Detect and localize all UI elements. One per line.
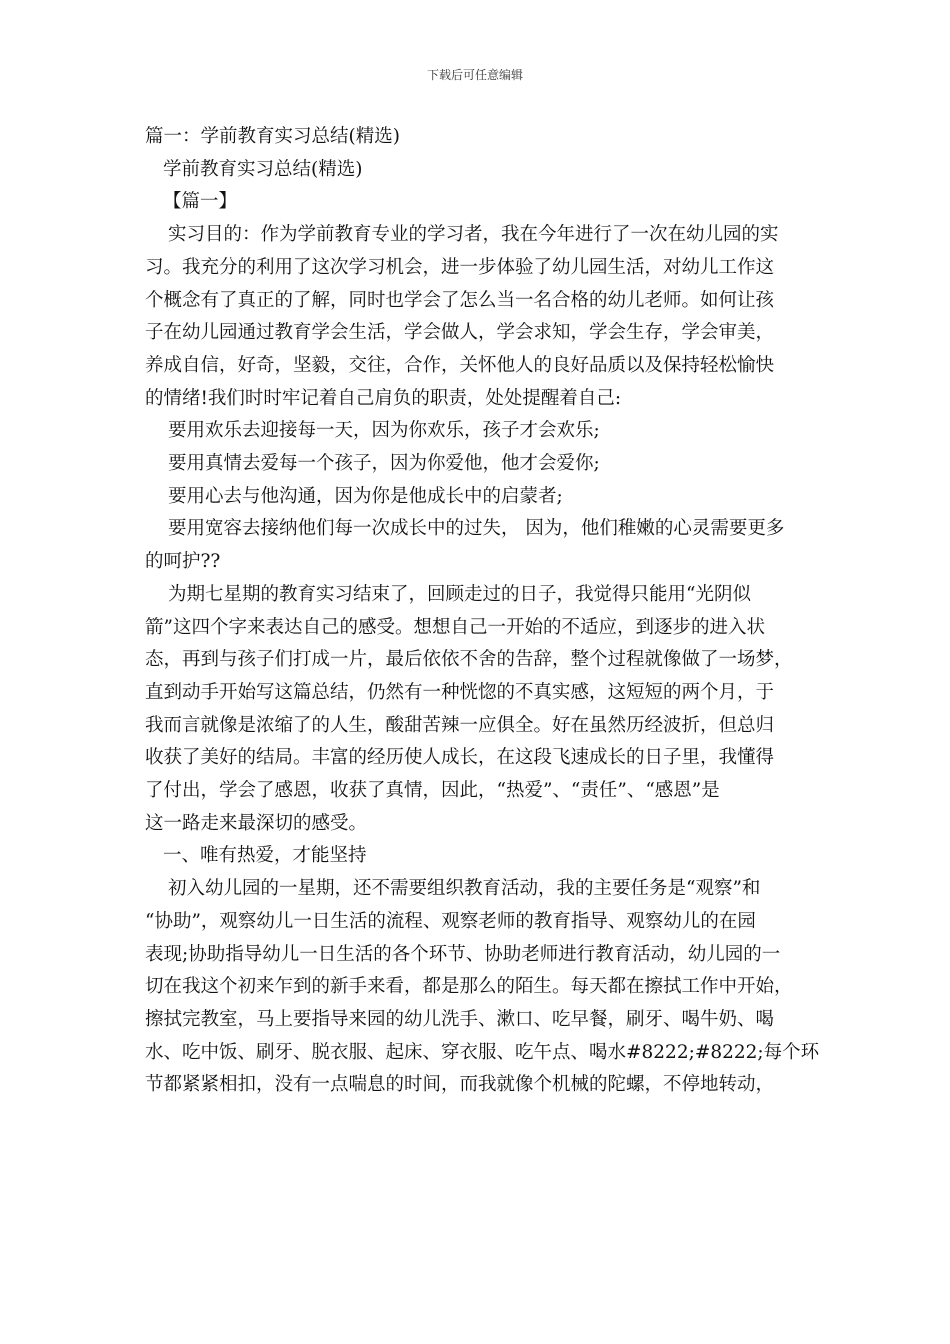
- paragraph-line: 节都紧紧相扣，没有一点喘息的时间，而我就像个机械的陀螺，不停地转动，: [145, 1074, 775, 1096]
- paragraph-line: 要用欢乐去迎接每一天，因为你欢乐，孩子才会欢乐;: [168, 420, 600, 442]
- paragraph-line: 养成自信，好奇，坚毅，交往，合作，关怀他人的良好品质以及保持轻松愉快: [145, 354, 775, 376]
- paragraph-line: 习。我充分的利用了这次学习机会，进一步体验了幼儿园生活，对幼儿工作这: [145, 256, 775, 278]
- paragraph-line: 水、吃中饭、刷牙、脱衣服、起床、穿衣服、吃午点、喝水#8222;#8222;每个环: [145, 1041, 820, 1063]
- paragraph-line: 表现;协助指导幼儿一日生活的各个环节、协助老师进行教育活动，幼儿园的一: [145, 943, 781, 965]
- paragraph-line: 的呵护??: [145, 551, 221, 573]
- paragraph-line: 实习目的：作为学前教育专业的学习者，我在今年进行了一次在幼儿园的实: [168, 224, 779, 246]
- paragraph-line: 的情绪!我们时时牢记着自己肩负的职责，处处提醒着自己:: [145, 387, 622, 409]
- document-body: [145, 121, 820, 1102]
- paragraph-line: 我而言就像是浓缩了的人生，酸甜苦辣一应俱全。好在虽然历经波折，但总归: [145, 714, 775, 736]
- paragraph-line: 擦拭完教室，马上要指导来园的幼儿洗手、漱口、吃早餐，刷牙、喝牛奶、喝: [145, 1008, 775, 1030]
- page-header: 下载后可任意编辑: [426, 68, 523, 82]
- paragraph-line: 了付出，学会了感恩，收获了真情，因此，“热爱”、“责任”、“感恩”是: [145, 780, 720, 802]
- paragraph-line: 箭”这四个字来表达自己的感受。想想自己一开始的不适应，到逐步的进入状: [145, 616, 765, 638]
- paragraph-line: 要用真情去爱每一个孩子，因为你爱他，他才会爱你;: [168, 453, 600, 475]
- paragraph-line: 收获了美好的结局。丰富的经历使人成长，在这段飞速成长的日子里，我懂得: [145, 747, 775, 769]
- paragraph-line: 要用宽容去接纳他们每一次成长中的过失， 因为，他们稚嫩的心灵需要更多: [168, 518, 785, 540]
- paragraph-line: 直到动手开始写这篇总结，仍然有一种恍惚的不真实感，这短短的两个月，于: [145, 681, 775, 703]
- paragraph-line: 子在幼儿园通过教育学会生活，学会做人，学会求知，学会生存，学会审美，: [145, 322, 775, 344]
- paragraph-line: 切在我这个初来乍到的新手来看，都是那么的陌生。每天都在擦拭工作中开始，: [145, 976, 793, 998]
- paragraph-line: 为期七星期的教育实习结束了，回顾走过的日子，我觉得只能用“光阴似: [168, 583, 751, 605]
- paragraph-line: 初入幼儿园的一星期，还不需要组织教育活动，我的主要任务是“观察”和: [168, 878, 761, 900]
- paragraph-line: 这一路走来最深切的感受。: [145, 812, 368, 834]
- section-heading: 【篇一】: [163, 191, 238, 213]
- section-heading: 一、唯有热爱，才能坚持: [163, 845, 367, 867]
- paragraph-line: 个概念有了真正的了解，同时也学会了怎么当一名合格的幼儿老师。如何让孩: [145, 289, 775, 311]
- paragraph-line: “协助”，观察幼儿一日生活的流程、观察老师的教育指导、观察幼儿的在园: [145, 910, 756, 932]
- paragraph-line: 态，再到与孩子们打成一片，最后依依不舍的告辞，整个过程就像做了一场梦，: [145, 649, 793, 671]
- doc-title: 篇一：学前教育实习总结(精选): [145, 126, 400, 147]
- doc-subtitle: 学前教育实习总结(精选): [163, 158, 363, 180]
- paragraph-line: 要用心去与他沟通，因为你是他成长中的启蒙者;: [168, 485, 563, 507]
